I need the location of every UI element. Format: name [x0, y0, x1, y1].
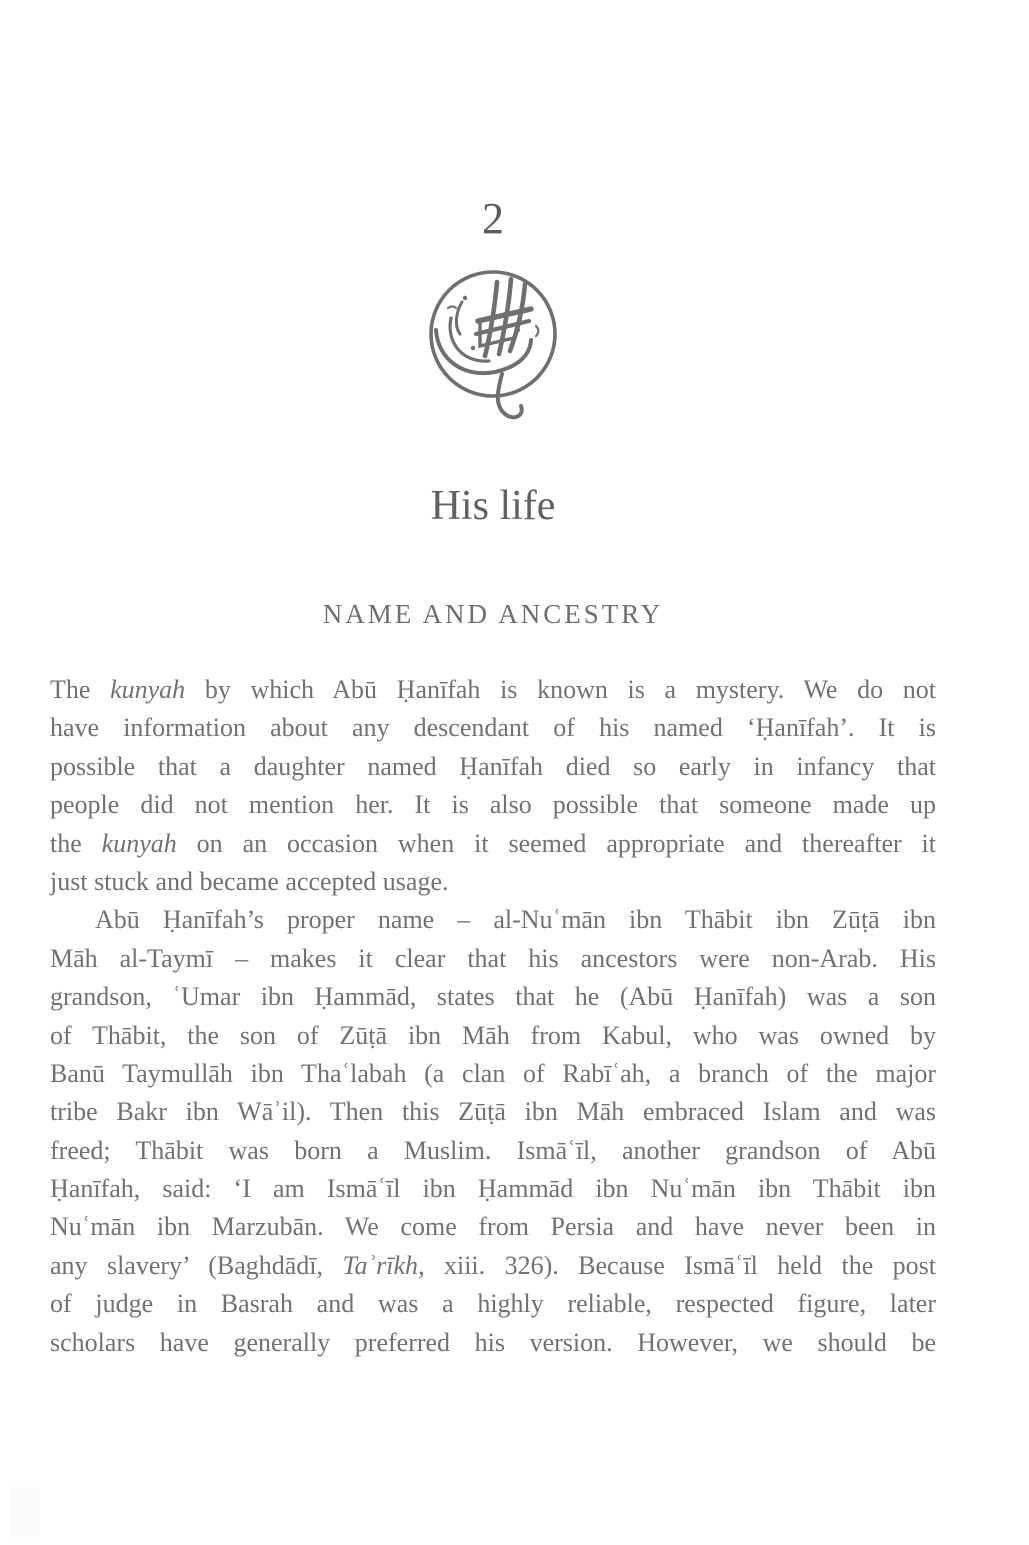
bismillah-medallion-icon	[50, 268, 936, 428]
chapter-number: 2	[482, 194, 504, 243]
text-run: The	[50, 675, 111, 704]
text-run: have information about any descendant of his named ‘Ḥanīfah’. It is	[50, 713, 936, 743]
text-line	[50, 1208, 936, 1246]
text-line	[50, 940, 936, 978]
text-run: grandson, ʿUmar ibn Ḥammād, states that he (Abū Ḥanīfah) was a son	[50, 982, 936, 1012]
text-line	[50, 825, 936, 863]
text-run: possible that a daughter named Ḥanīfah died so early in infancy that	[50, 751, 936, 781]
text-run: , xiii. 326). Because Ismāʿīl held the post	[418, 1250, 937, 1280]
scan-edge-shadow	[10, 1487, 40, 1537]
text-run: just stuck and became accepted usage.	[50, 866, 449, 896]
text-run: the	[50, 828, 102, 858]
text-run: scholars have generally preferred his version. However, we should be	[50, 1327, 936, 1357]
text-line	[50, 709, 936, 747]
body-text	[50, 671, 936, 1362]
text-line	[50, 863, 936, 901]
text-run: of judge in Basrah and was a highly reliable, respected figure, later	[50, 1289, 936, 1319]
text-line	[50, 978, 936, 1016]
text-line	[50, 1017, 936, 1055]
text-line	[50, 1170, 936, 1208]
text-run: Abū Ḥanīfah’s proper name – al-Nuʿmān ibn Thābit ibn Zūṭā ibn	[95, 905, 936, 935]
text-run: people did not mention her. It is also possible that someone made up	[50, 790, 936, 820]
text-run: Banū Taymullāh ibn Thaʿlabah (a clan of Rabīʿah, a branch of the major	[50, 1058, 936, 1088]
text-line	[50, 1055, 936, 1093]
text-run: tribe Bakr ibn Wāʾil). Then this Zūṭā ibn Māh embraced Islam and was	[50, 1097, 936, 1127]
text-run: of Thābit, the son of Zūṭā ibn Māh from Kabul, who was owned by	[50, 1020, 936, 1050]
text-line	[50, 748, 936, 786]
section-heading: NAME AND ANCESTRY	[322, 599, 664, 629]
text-line	[50, 671, 936, 709]
text-run: Nuʿmān ibn Marzubān. We come from Persia and have never been in	[50, 1212, 936, 1242]
italic-text-run: kunyah	[110, 675, 186, 704]
text-run: Māh al-Taymī – makes it clear that his ancestors were non-Arab. His	[50, 943, 936, 973]
text-line	[50, 1285, 936, 1323]
text-line	[50, 1093, 936, 1131]
text-run: any slavery’ (Baghdādī,	[50, 1250, 343, 1280]
text-run: on an occasion when it seemed appropriate and thereafter it	[176, 828, 936, 858]
text-run: freed; Thābit was born a Muslim. Ismāʿīl, another grandson of Abū	[50, 1135, 936, 1165]
text-run: by which Abū Ḥanīfah is known is a mystery. We do not	[185, 675, 936, 704]
text-line	[50, 901, 936, 939]
italic-text-run: kunyah	[101, 828, 177, 858]
text-run: Ḥanīfah, said: ‘I am Ismāʿīl ibn Ḥammād ibn Nuʿmān ibn Thābit ibn	[50, 1174, 936, 1204]
italic-text-run: Taʾrīkh	[342, 1250, 419, 1280]
chapter-title: His life	[430, 483, 556, 529]
text-line	[50, 1247, 936, 1285]
text-line	[50, 1324, 936, 1362]
text-line	[50, 1132, 936, 1170]
text-line	[50, 786, 936, 824]
